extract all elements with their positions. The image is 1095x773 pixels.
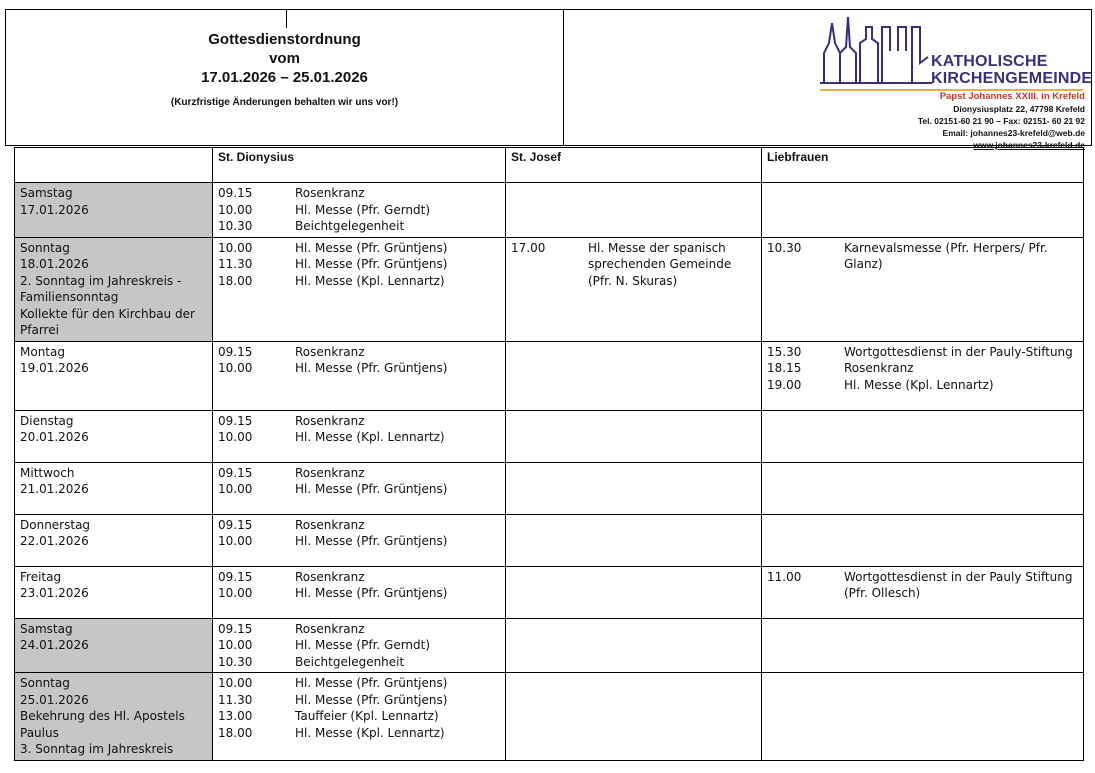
day-cell [15,514,213,566]
event-time: 10.30 [767,240,802,255]
event-entry [218,675,500,692]
event-time: 11.30 [218,257,253,271]
event-entry [767,569,1078,602]
event-time: 09.15 [218,465,253,480]
event-description: Hl. Messe der spanisch sprechenden Gemeinde (Pfr. N. Skuras) [588,240,732,288]
title-line-2: vom [269,50,300,67]
day-cell [15,183,213,238]
event-description: Hl. Messe (Pfr. Grüntjens) [295,676,448,690]
cell-liebfrauen [762,183,1084,238]
event-description: Wortgottesdienst in der Pauly Stiftung (Pfr. Ollesch) [844,569,1073,600]
cell-dionysius [213,237,506,341]
event-description: Beichtgelegenheit [295,219,405,233]
title-line-3: 17.01.2026 – 25.01.2026 [201,69,368,86]
cell-dionysius [213,183,506,238]
column-header-liebfrauen: Liebfrauen [762,148,1084,183]
table-row [15,673,1084,761]
event-time: 10.00 [218,240,253,255]
event-description: Hl. Messe (Pfr. Grüntjens) [295,482,448,496]
cell-dionysius [213,673,506,761]
event-time: 11.00 [767,569,802,584]
logo-line-2: KIRCHENGEMEINDE [931,70,1093,87]
header-divider [563,10,564,146]
event-time: 10.00 [218,202,253,217]
day-line: 2. Sonntag im Jahreskreis - [20,273,182,288]
event-entry [218,413,500,430]
event-description: Hl. Messe (Kpl. Lennartz) [844,377,994,392]
event-time: 09.15 [218,517,253,532]
event-description: Hl. Messe (Pfr. Grüntjens) [295,257,448,271]
logo-line-1: KATHOLISCHE [931,53,1048,70]
table-row [15,183,1084,238]
event-time: 10.00 [218,482,253,496]
table-header-row [15,148,1084,183]
day-line: Sonntag [20,676,70,690]
cell-josef [506,237,762,341]
day-line: Paulus [20,725,59,740]
event-entry [218,654,500,671]
event-description: Rosenkranz [295,186,365,200]
event-time: 09.15 [218,621,253,636]
event-description: Hl. Messe (Pfr. Gerndt) [295,638,431,652]
event-description: Rosenkranz [295,344,365,359]
table-row [15,462,1084,514]
event-entry [218,273,500,290]
event-time: 09.15 [218,344,253,359]
event-entry [218,725,500,742]
cell-liebfrauen [762,410,1084,462]
cell-dionysius [213,341,506,410]
day-cell [15,462,213,514]
event-description: Wortgottesdienst in der Pauly-Stiftung [844,344,1073,359]
event-description: Rosenkranz [295,413,365,428]
event-description: Rosenkranz [844,361,914,375]
day-line: 23.01.2026 [20,586,89,600]
day-cell [15,237,213,341]
cell-josef [506,566,762,618]
cell-josef [506,341,762,410]
cell-josef [506,673,762,761]
email[interactable]: Email: johannes23-krefeld@web.de [942,128,1085,138]
day-cell [15,566,213,618]
day-line: Mittwoch [20,465,75,480]
cell-josef [506,462,762,514]
event-description: Hl. Messe (Kpl. Lennartz) [295,273,445,288]
column-header-dionysius: St. Dionysius [213,148,506,183]
day-line: Dienstag [20,413,74,428]
cell-liebfrauen [762,514,1084,566]
header-tick [286,10,287,28]
event-entry [218,240,500,257]
title-block [6,30,563,108]
event-entry [767,240,1078,273]
day-line: 25.01.2026 [20,692,89,707]
cell-josef [506,618,762,673]
event-description: Hl. Messe (Pfr. Grüntjens) [295,692,448,707]
column-header-day [15,148,213,183]
day-line: Familiensonntag [20,290,119,304]
event-time: 19.00 [767,377,802,392]
event-description: Rosenkranz [295,465,365,480]
event-entry [218,481,500,498]
cell-liebfrauen [762,462,1084,514]
event-entry [218,517,500,534]
cell-liebfrauen [762,566,1084,618]
cell-dionysius [213,462,506,514]
day-line: 24.01.2026 [20,638,89,652]
day-line: 17.01.2026 [20,202,89,217]
event-entry [218,585,500,602]
event-description: Hl. Messe (Pfr. Grüntjens) [295,361,448,375]
column-header-josef: St. Josef [506,148,762,183]
event-entry [218,533,500,550]
website-link[interactable]: www.johannes23-krefeld.de [973,140,1085,150]
day-line: Freitag [20,569,62,584]
day-line: 22.01.2026 [20,534,89,548]
event-entry [218,256,500,273]
event-time: 10.30 [218,219,253,233]
logo-subtitle: Papst Johannes XXIII. in Krefeld [939,91,1085,102]
event-time: 15.30 [767,344,802,359]
cell-liebfrauen [762,341,1084,410]
event-entry [218,708,500,725]
event-time: 10.00 [218,676,253,690]
day-line: Donnerstag [20,517,91,532]
day-cell [15,410,213,462]
day-cell [15,341,213,410]
event-entry [218,344,500,361]
event-time: 10.00 [218,361,253,375]
event-description: Beichtgelegenheit [295,654,405,669]
event-description: Hl. Messe (Kpl. Lennartz) [295,725,445,740]
event-description: Hl. Messe (Pfr. Grüntjens) [295,586,448,600]
day-line: 20.01.2026 [20,430,89,444]
day-cell [15,673,213,761]
day-line: Pfarrei [20,323,59,337]
event-description: Hl. Messe (Pfr. Gerndt) [295,202,431,217]
day-line: Bekehrung des Hl. Apostels [20,709,185,723]
day-line: 18.01.2026 [20,257,89,271]
day-line: 21.01.2026 [20,482,89,496]
cell-josef [506,410,762,462]
event-entry [218,185,500,202]
event-entry [218,202,500,219]
address: Dionysiusplatz 22, 47798 Krefeld [953,104,1085,114]
day-line: Samstag [20,186,73,200]
event-description: Karnevalsmesse (Pfr. Herpers/ Pfr. Glanz) [844,240,1048,271]
day-line: Sonntag [20,240,70,255]
event-description: Rosenkranz [295,569,365,584]
event-description: Hl. Messe (Kpl. Lennartz) [295,430,445,444]
table-row [15,410,1084,462]
phone-fax: Tel. 02151-60 21 90 – Fax: 02151- 60 21 92 [917,116,1085,126]
cell-josef [506,514,762,566]
table-row [15,341,1084,410]
event-entry [218,465,500,482]
changes-note: (Kurzfristige Änderungen behalten wir uns vor!) [170,97,399,108]
event-time: 18.15 [767,361,802,375]
event-entry [767,344,1078,361]
day-line: 3. Sonntag im Jahreskreis [20,742,174,756]
parish-logo [820,13,1093,150]
event-time: 10.00 [218,430,253,444]
event-time: 09.15 [218,569,253,584]
table-row [15,237,1084,341]
event-time: 10.00 [218,534,253,548]
header-box [5,9,1093,150]
event-time: 18.00 [218,725,253,740]
table-row [15,618,1084,673]
event-description: Rosenkranz [295,621,365,636]
event-entry [767,360,1078,377]
cell-dionysius [213,514,506,566]
event-entry [218,621,500,638]
cell-dionysius [213,566,506,618]
logo-name [931,53,1092,87]
cell-josef [506,183,762,238]
day-line: Samstag [20,621,73,636]
event-time: 09.15 [218,186,253,200]
title-line-1: Gottesdienstordnung [208,31,361,48]
event-entry [218,218,500,235]
day-line: 19.01.2026 [20,361,89,375]
event-entry [218,569,500,586]
cell-liebfrauen [762,237,1084,341]
cell-liebfrauen [762,618,1084,673]
cell-dionysius [213,410,506,462]
event-description: Rosenkranz [295,517,365,532]
schedule-table [14,147,1084,761]
table-row [15,566,1084,618]
cell-dionysius [213,618,506,673]
day-cell [15,618,213,673]
event-time: 13.00 [218,709,253,723]
event-description: Tauffeier (Kpl. Lennartz) [295,709,439,723]
table-row [15,514,1084,566]
church-towers-icon [820,13,932,89]
event-entry [218,360,500,377]
event-time: 10.00 [218,586,253,600]
day-line: Kollekte für den Kirchbau der [20,306,195,321]
schedule-body [15,183,1084,761]
day-line: Montag [20,344,65,359]
event-entry [218,429,500,446]
event-time: 10.30 [218,654,253,669]
event-time: 18.00 [218,273,253,288]
event-time: 09.15 [218,413,253,428]
event-entry [218,692,500,709]
cell-liebfrauen [762,673,1084,761]
event-entry [218,637,500,654]
event-time: 10.00 [218,638,253,652]
event-entry [767,377,1078,394]
event-time: 17.00 [511,240,546,255]
event-entry [511,240,756,290]
event-description: Hl. Messe (Pfr. Grüntjens) [295,534,448,548]
event-time: 11.30 [218,692,253,707]
event-description: Hl. Messe (Pfr. Grüntjens) [295,240,448,255]
